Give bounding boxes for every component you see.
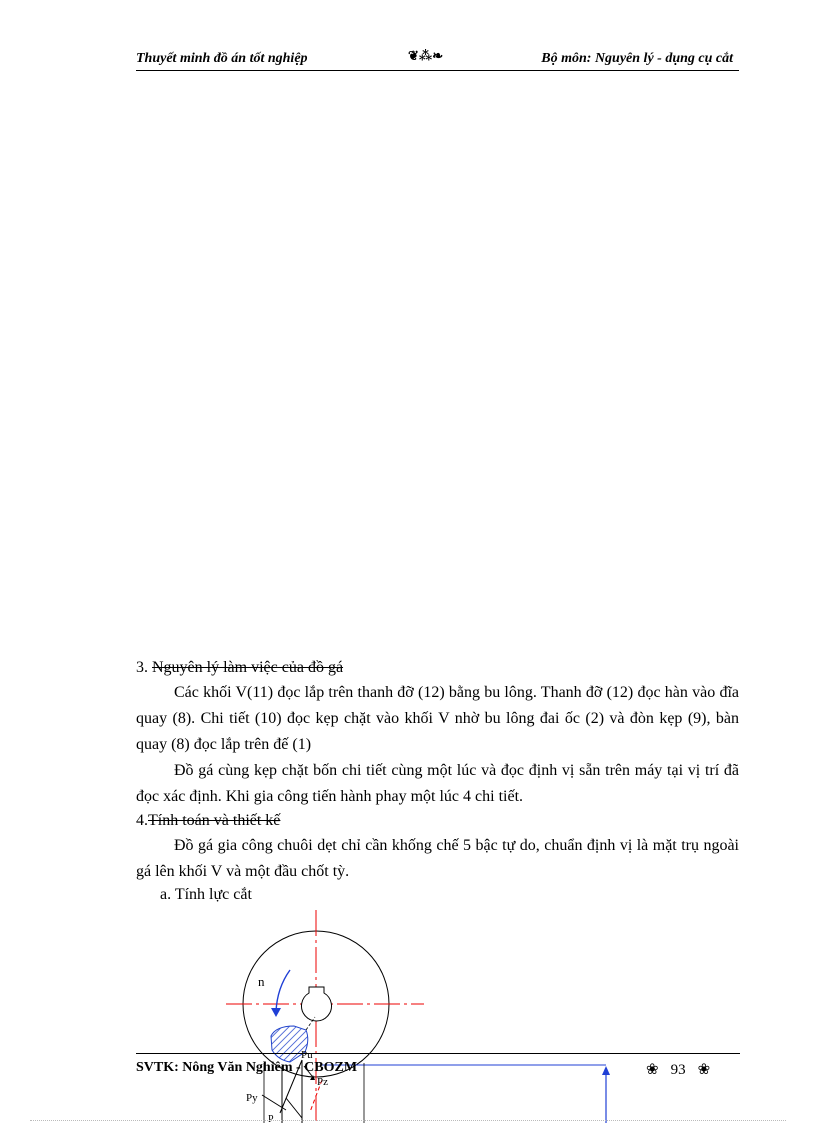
section-4-title: Tính toán và thiết kế xyxy=(148,812,281,829)
dimension-arrowhead xyxy=(602,1066,610,1075)
subsection-a-heading: a. Tính lực cắt xyxy=(160,886,252,903)
force-diagonal xyxy=(286,1098,302,1118)
section-3-title: Nguyên lý làm việc của đồ gá xyxy=(152,659,344,676)
rotation-arrowhead xyxy=(271,1008,281,1017)
section-3-paragraph-1: Các khối V(11) đọc lắp trên thanh đỡ (12) bằng bu lông. Thanh đỡ (12) đọc hàn vào đĩa quay (8). Chi tiết (10) đọc kẹp chặt vào khối V nhờ bu lông đai ốc (2) và đòn kẹp (9), bàn quay (8) đọc lắp trên đế (1) xyxy=(136,684,739,753)
page-bottom-border xyxy=(30,1120,786,1121)
label-n: n xyxy=(258,974,265,989)
label-py: Py xyxy=(246,1092,258,1104)
page-ornament-left: ❀ xyxy=(646,1062,659,1078)
header-ornament: ❦⁂❧ xyxy=(408,48,444,63)
page-number-block xyxy=(640,1060,716,1079)
section-4-number: 4. xyxy=(136,812,148,829)
header-left-title: Thuyết minh đồ án tốt nghiệp xyxy=(136,51,308,66)
section-4-paragraph-1: Đồ gá gia công chuôi dẹt chỉ cần khống chế 5 bậc tự do, chuẩn định vị là mặt trụ ngoài gá lên khối V và một đầu chốt tỳ. xyxy=(136,837,739,880)
label-b: P xyxy=(268,1114,274,1123)
label-pu: Pu xyxy=(301,1049,313,1061)
footer-student-name: SVTK: Nông Văn Nghiêm - CBOZM xyxy=(136,1060,358,1075)
section-3-number: 3. xyxy=(136,659,148,676)
keyway-bore xyxy=(302,987,332,1021)
page-number: 93 xyxy=(670,1062,686,1078)
rotation-arrow xyxy=(276,970,290,1012)
header-right-title: Bộ môn: Nguyên lý - dụng cụ cắt xyxy=(541,51,733,66)
section-3-paragraph-2: Đồ gá cùng kẹp chặt bốn chi tiết cùng một lúc và đọc định vị sẵn trên máy tại vị trí đã đọc xác định. Khi gia công tiến hành phay một lúc 4 chi tiết. xyxy=(136,762,739,805)
page-ornament-right: ❀ xyxy=(697,1062,711,1078)
label-pz: Pz xyxy=(317,1076,328,1088)
